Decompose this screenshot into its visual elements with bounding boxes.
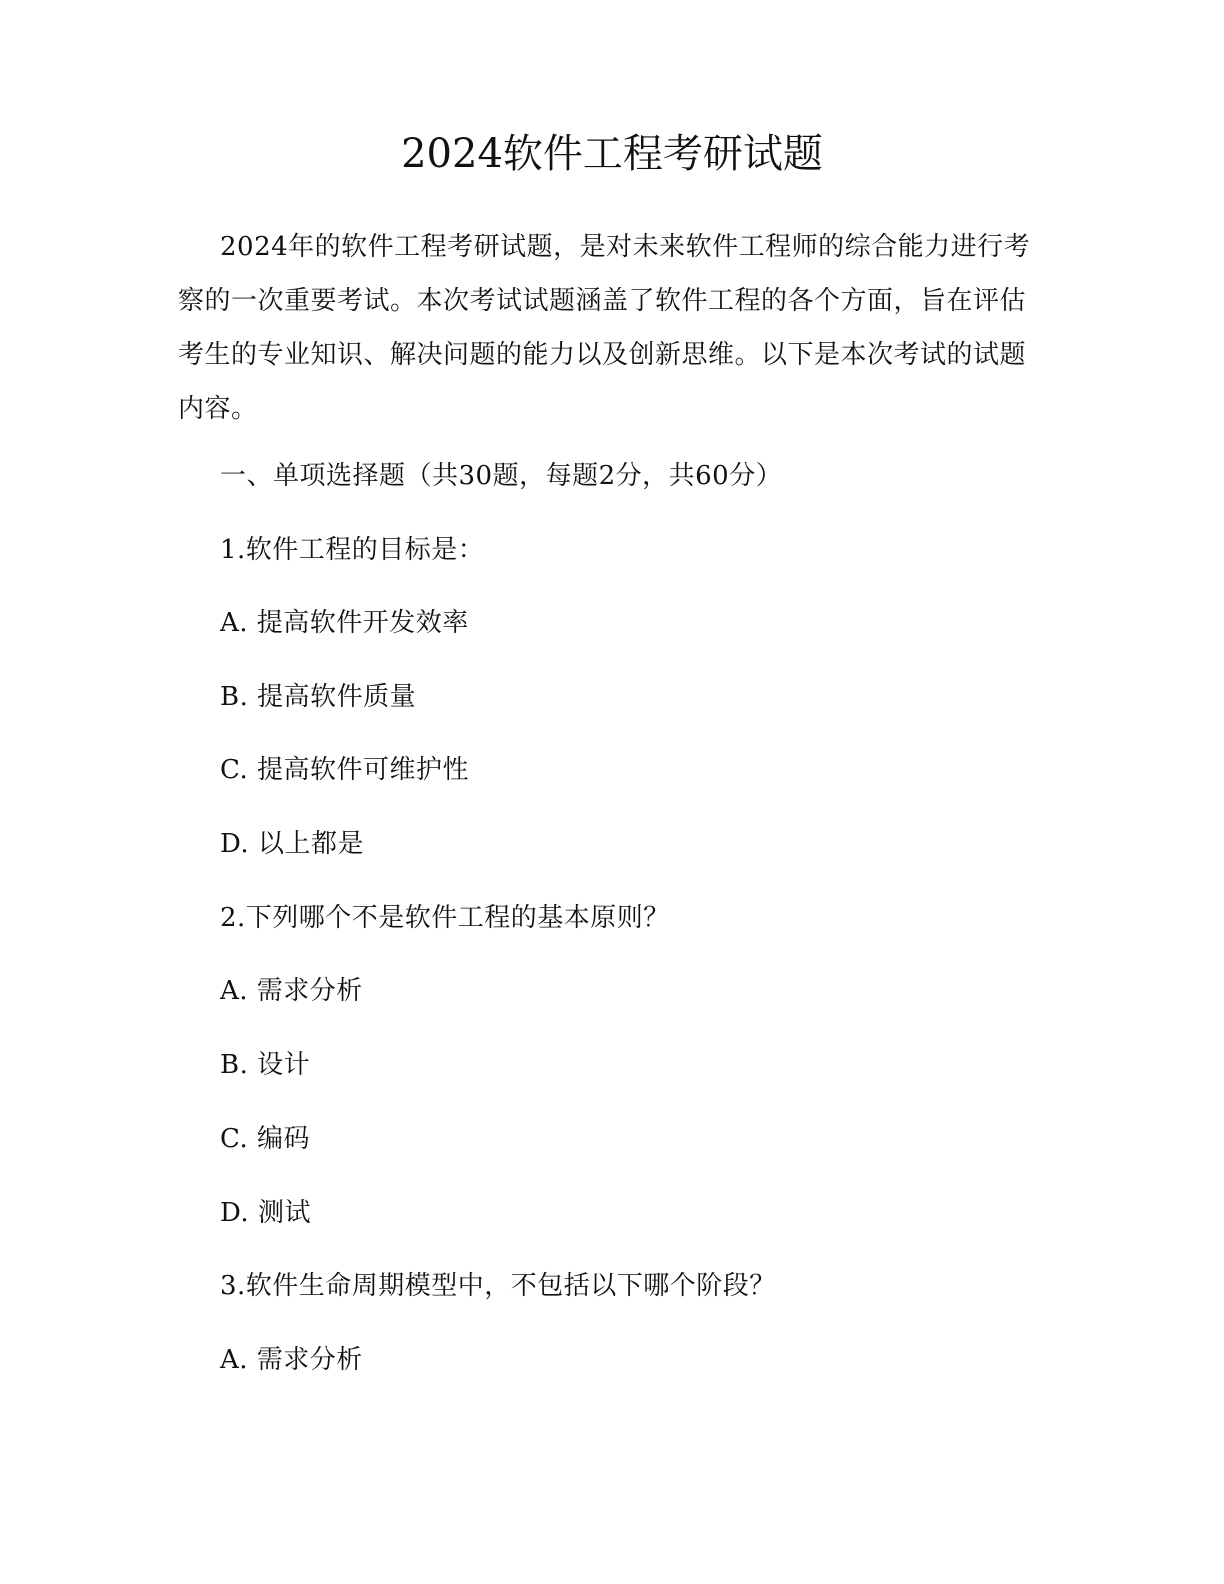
q1-option-d: D. 以上都是 [220, 829, 364, 859]
intro-paragraph: 2024年的软件工程考研试题，是对未来软件工程师的综合能力进行考察的一次重要考试。本次考试试题涵盖了软件工程的各个方面，旨在评估考生的专业知识、解决问题的能力以及创新思维。以下是本次考试的试题内容。 [178, 232, 1031, 424]
q2-option-c: C. 编码 [220, 1124, 310, 1154]
document-title: 2024软件工程考研试题 [401, 131, 823, 177]
question-1: 1.软件工程的目标是： [220, 535, 485, 565]
q3-option-a: A. 需求分析 [220, 1345, 363, 1375]
q2-option-a: A. 需求分析 [220, 976, 363, 1006]
question-3: 3.软件生命周期模型中，不包括以下哪个阶段？ [220, 1271, 776, 1301]
q1-option-b: B. 提高软件质量 [220, 682, 417, 712]
section-heading: 一、单项选择题（共30题，每题2分，共60分） [220, 461, 783, 491]
q1-option-c: C. 提高软件可维护性 [220, 755, 469, 785]
q1-option-a: A. 提高软件开发效率 [220, 608, 469, 638]
question-2: 2.下列哪个不是软件工程的基本原则？ [220, 903, 670, 933]
q2-option-d: D. 测试 [220, 1198, 311, 1228]
q2-option-b: B. 设计 [220, 1050, 311, 1080]
